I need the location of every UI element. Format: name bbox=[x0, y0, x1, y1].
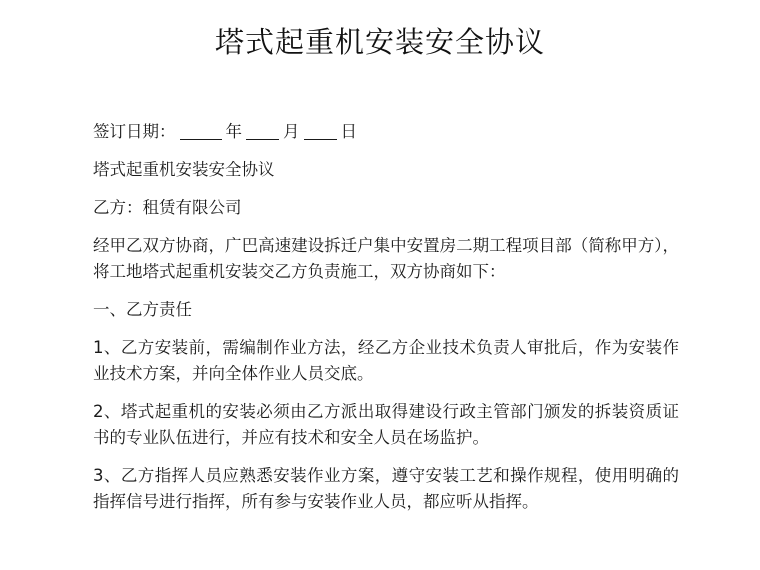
party-b-line: 乙方：租赁有限公司 bbox=[93, 198, 242, 217]
document-body bbox=[93, 119, 679, 527]
signing-date-line bbox=[93, 119, 679, 145]
day-unit: 日 bbox=[340, 122, 357, 141]
section-heading: 一、乙方责任 bbox=[93, 300, 192, 319]
list-item: 3、乙方指挥人员应熟悉安装作业方案，遵守安装工艺和操作规程，使用明确的指挥信号进行指挥，所有参与安装作业人员，都应听从指挥。 bbox=[93, 466, 679, 511]
list-item: 1、乙方安装前，需编制作业方法，经乙方企业技术负责人审批后，作为安装作业技术方案，并向全体作业人员交底。 bbox=[93, 338, 679, 383]
month-unit: 月 bbox=[283, 122, 300, 141]
year-blank bbox=[180, 121, 222, 140]
month-blank bbox=[246, 121, 279, 140]
intro-paragraph: 经甲乙双方协商，广巴高速建设拆迁户集中安置房二期工程项目部（简称甲方），将工地塔式起重机安装交乙方负责施工，双方协商如下： bbox=[93, 236, 679, 281]
year-unit: 年 bbox=[225, 122, 242, 141]
day-blank bbox=[304, 121, 337, 140]
agreement-subtitle: 塔式起重机安装安全协议 bbox=[93, 160, 275, 179]
signing-date-label: 签订日期： bbox=[93, 122, 176, 141]
list-item: 2、塔式起重机的安装必须由乙方派出取得建设行政主管部门颁发的拆装资质证书的专业队伍进行，并应有技术和安全人员在场监护。 bbox=[93, 402, 679, 447]
document-title: 塔式起重机安装安全协议 bbox=[214, 25, 545, 59]
